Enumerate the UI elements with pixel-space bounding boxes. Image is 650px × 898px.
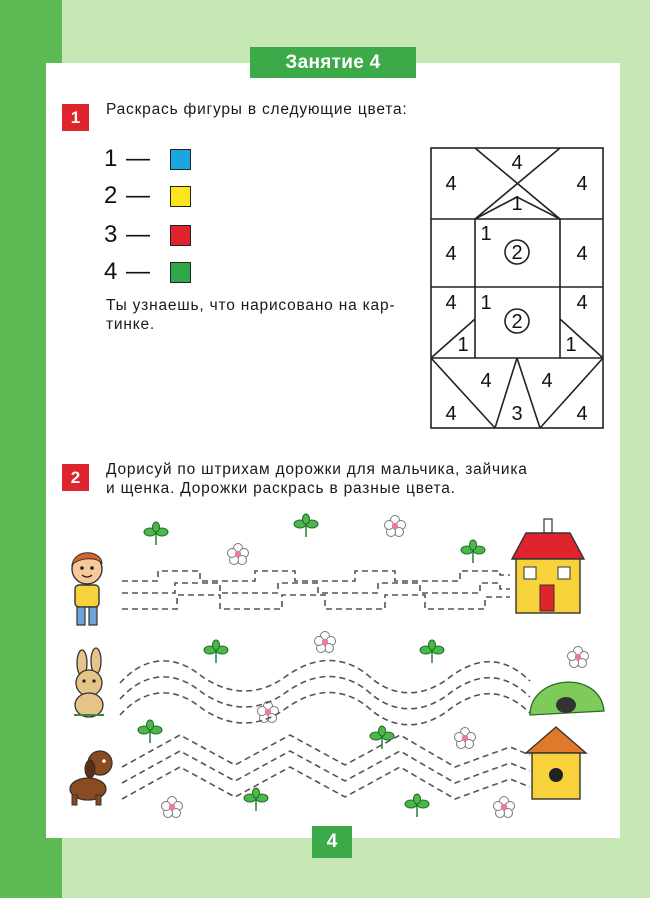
color-by-number-figure <box>430 147 605 429</box>
burrow-icon <box>530 647 604 716</box>
fig-num-low-inner: 1 <box>480 292 492 314</box>
fig-num-bottom-right: 4 <box>576 403 588 425</box>
red-swatch <box>170 225 191 246</box>
blue-swatch <box>170 149 191 170</box>
fig-num-top-left: 4 <box>445 173 457 195</box>
house-icon <box>512 519 584 613</box>
task-2-instruction-line-1: Дорисуй по штрихам дорожки для мальчика, зайчика <box>106 461 528 478</box>
green-swatch <box>170 262 191 283</box>
fig-num-mid-circle: 2 <box>511 242 523 264</box>
task-1-hint-line-2: тинке. <box>106 316 155 333</box>
fig-num-mid-inner: 1 <box>480 223 492 245</box>
fig-num-mid-right: 4 <box>576 243 588 265</box>
boy-icon <box>72 553 102 625</box>
fig-num-low-tri-left: 1 <box>457 334 469 356</box>
task-1-number: 1 <box>62 104 89 131</box>
tracing-paths-illustration <box>60 505 620 825</box>
legend-row-4 <box>104 258 191 286</box>
page-number: 4 <box>312 826 352 858</box>
legend-label: 3 — <box>104 221 152 248</box>
fig-num-top-small: 1 <box>511 193 523 215</box>
bunny-icon <box>74 648 104 717</box>
fig-num-low-left: 4 <box>445 292 457 314</box>
fig-num-top-right: 4 <box>576 173 588 195</box>
task-1-instruction: Раскрась фигуры в следующие цвета: <box>106 101 408 118</box>
task-1-hint-line-1: Ты узнаешь, что нарисовано на кар- <box>106 297 396 314</box>
legend-label: 4 — <box>104 258 152 285</box>
puppy-icon <box>70 751 112 805</box>
fig-num-top-center: 4 <box>511 152 523 174</box>
task-2-instruction-line-2: и щенка. Дорожки раскрась в разные цвета. <box>106 480 456 497</box>
yellow-swatch <box>170 186 191 207</box>
legend-row-2 <box>104 182 191 210</box>
sprout-icon <box>138 514 485 817</box>
daisy-icon <box>162 516 515 818</box>
doghouse-icon <box>526 727 586 799</box>
fig-num-low-circle: 2 <box>511 311 523 333</box>
fig-num-mid-left: 4 <box>445 243 457 265</box>
legend-label: 2 — <box>104 182 152 209</box>
fig-num-bottom-left: 4 <box>445 403 457 425</box>
lesson-title: Занятие 4 <box>250 47 416 78</box>
fig-num-bottom-left-top: 4 <box>480 370 492 392</box>
legend-row-1 <box>104 145 191 173</box>
legend-label: 1 — <box>104 145 152 172</box>
fig-num-bottom-center: 3 <box>511 403 523 425</box>
fig-num-bottom-right-top: 4 <box>541 370 553 392</box>
task-2-number: 2 <box>62 464 89 491</box>
fig-num-low-tri-right: 1 <box>565 334 577 356</box>
legend-row-3 <box>104 221 191 249</box>
fig-num-low-right: 4 <box>576 292 588 314</box>
